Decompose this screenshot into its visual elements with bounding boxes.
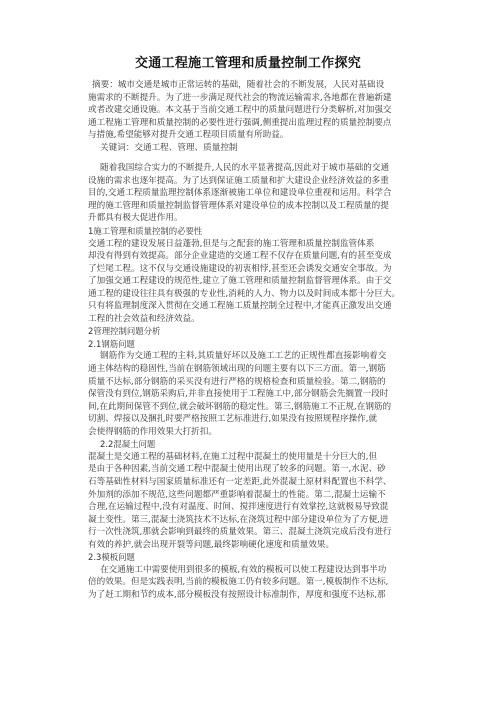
section-heading: 2.2混凝土问题: [100, 439, 156, 450]
text-line: 升都具有极大促进作用。: [88, 213, 183, 224]
text-line: 行一次性浇筑,那就会影响到最终的质量效果。第三、混凝土浇筑完成后没有进行: [88, 527, 392, 538]
text-line: 有效的养护,就会出现开裂等问题,最终影响硬化速度和质量效果。: [88, 539, 335, 550]
text-line: 会使得钢筋的作用效果大打折扣。: [88, 426, 217, 437]
text-line: 外加剂的添加不规范,这些问题都严重影响着混凝土的性能。第二,混凝土运输不: [88, 489, 386, 500]
text-line: 与措施,希望能够对提升交通工程项目质量有所助益。: [88, 130, 289, 141]
text-line: 间,在此期间保管不到位,就会破坏钢筋的稳定性。第三,钢筋施工不正规,在钢筋的: [88, 401, 392, 412]
text-line: 切割、焊接以及捆扎时要严格按照工艺标准进行,如果没有按照规程序操作,就: [88, 414, 378, 425]
text-line: 交通工程的建设发展日益蓬勃,但是与之配套的施工管理和质量控制监管体系: [88, 238, 375, 249]
text-line: 倍的效果。但是实践表明,当前的模板施工仍有较多问题。第一,模板制作不达标,: [88, 577, 389, 588]
text-line: 钢筋作为交通工程的主料,其质量好坏以及施工工艺的正规性都直接影响着交: [100, 351, 387, 362]
text-line: 通工程的建设往往具有极强的专业性,消耗的人力、物力以及时间成本都十分巨大。: [88, 288, 401, 299]
text-line: 保管没有到位,钢筋采购后,并非直接使用于工程施工中,部分钢筋会先搁置一段时: [88, 389, 389, 400]
text-line: 合理,在运输过程中,没有对温度、时间、搅拌速度进行有效掌控,这就极易导致混: [88, 502, 389, 513]
text-line: 石等基础性材料与国家质量标准还有一定差距,此外混凝土原材料配置也不科学、: [88, 476, 392, 487]
text-line: 在交通施工中需要使用到很多的模板,有效的模板可以使工程建设达到事半功: [100, 564, 387, 575]
text-line: 关键词：交通工程、管理、质量控制: [100, 142, 238, 153]
text-line: 了加强交通工程建设的规范性,建立了施工管理和质量控制监督管理体系。由于交: [88, 276, 392, 287]
text-line: 摘要：城市交通是城市正常运转的基础，随着社会的不断发展，人民对基础设: [92, 80, 385, 90]
text-line: 工程的社会效益和经济效益。: [88, 313, 200, 324]
text-line: 只有将监理制度深入贯彻在交通工程施工质量控制全过程中,才能真正激发出交通: [88, 301, 392, 312]
text-line: 为了赶工期和节约成本,部分模板没有按照设计标准制作，厚度和强度不达标,那: [88, 589, 386, 600]
text-line: 了烂尾工程。这不仅与交通设施建设的初衷相悖,甚至还会诱发交通安全事故。为: [88, 263, 392, 274]
text-line: 施需求的不断提升。为了进一步满足现代社会的物流运输需求,各地都在普遍新建: [88, 92, 392, 103]
text-line: 质量不达标,部分钢筋的采买没有进行严格的规格检查和质量检验。第二,钢筋的: [88, 376, 386, 387]
document-body: [88, 79, 418, 601]
section-heading: 1施工管理和质量控制的必要性: [88, 226, 203, 237]
section-heading: 2管理控制问题分析: [88, 326, 161, 337]
document-title: 交通工程施工管理和质量控制工作探究: [134, 56, 362, 71]
text-line: 混凝土是交通工程的基础材料,在施工过程中混凝土的使用量是十分巨大的,但: [88, 451, 378, 462]
text-line: 是由于各种因素,当前交通工程中混凝土使用出现了较多的问题。第一,水泥、砂: [88, 464, 386, 475]
text-line: 设施的需求也逐年提高。为了达到保证施工质量和扩大建设企业经济效益的多重: [88, 175, 389, 186]
text-line: 目的,交通工程质量监理控制体系逐渐被施工单位和建设单位重视和运用。科学合: [88, 188, 392, 199]
text-line: 通工程施工管理和质量控制的必要性进行强调,侧重提出监理过程的质量控制要点: [88, 117, 392, 128]
text-line: 却没有得到有效提高。部分企业建造的交通工程不仅存在质量问题,有的甚至变成: [88, 251, 392, 262]
text-line: 通主体结构的稳固性,当前在钢筋领域出现的问题主要有以下三方面。第一,钢筋: [88, 364, 386, 375]
text-line: 随着我国综合实力的不断提升,人民的水平显著提高,因此对于城市基础的交通: [100, 163, 390, 174]
section-heading: 2.1钢筋问题: [88, 338, 135, 349]
text-line: 理的施工管理和质量控制监督管理体系对建设单位的成本控制以及工程质量的提: [88, 200, 389, 211]
text-line: 或者改建交通设施。本文基于当前交通工程中的质量问题进行分类解析,对加强交: [88, 105, 392, 116]
section-heading: 2.3模板问题: [88, 552, 135, 563]
text-line: 凝土变性。第三,混凝土浇筑技术不达标,在浇筑过程中部分建设单位为了方便,进: [88, 514, 389, 525]
paragraph-gap: [88, 154, 418, 162]
